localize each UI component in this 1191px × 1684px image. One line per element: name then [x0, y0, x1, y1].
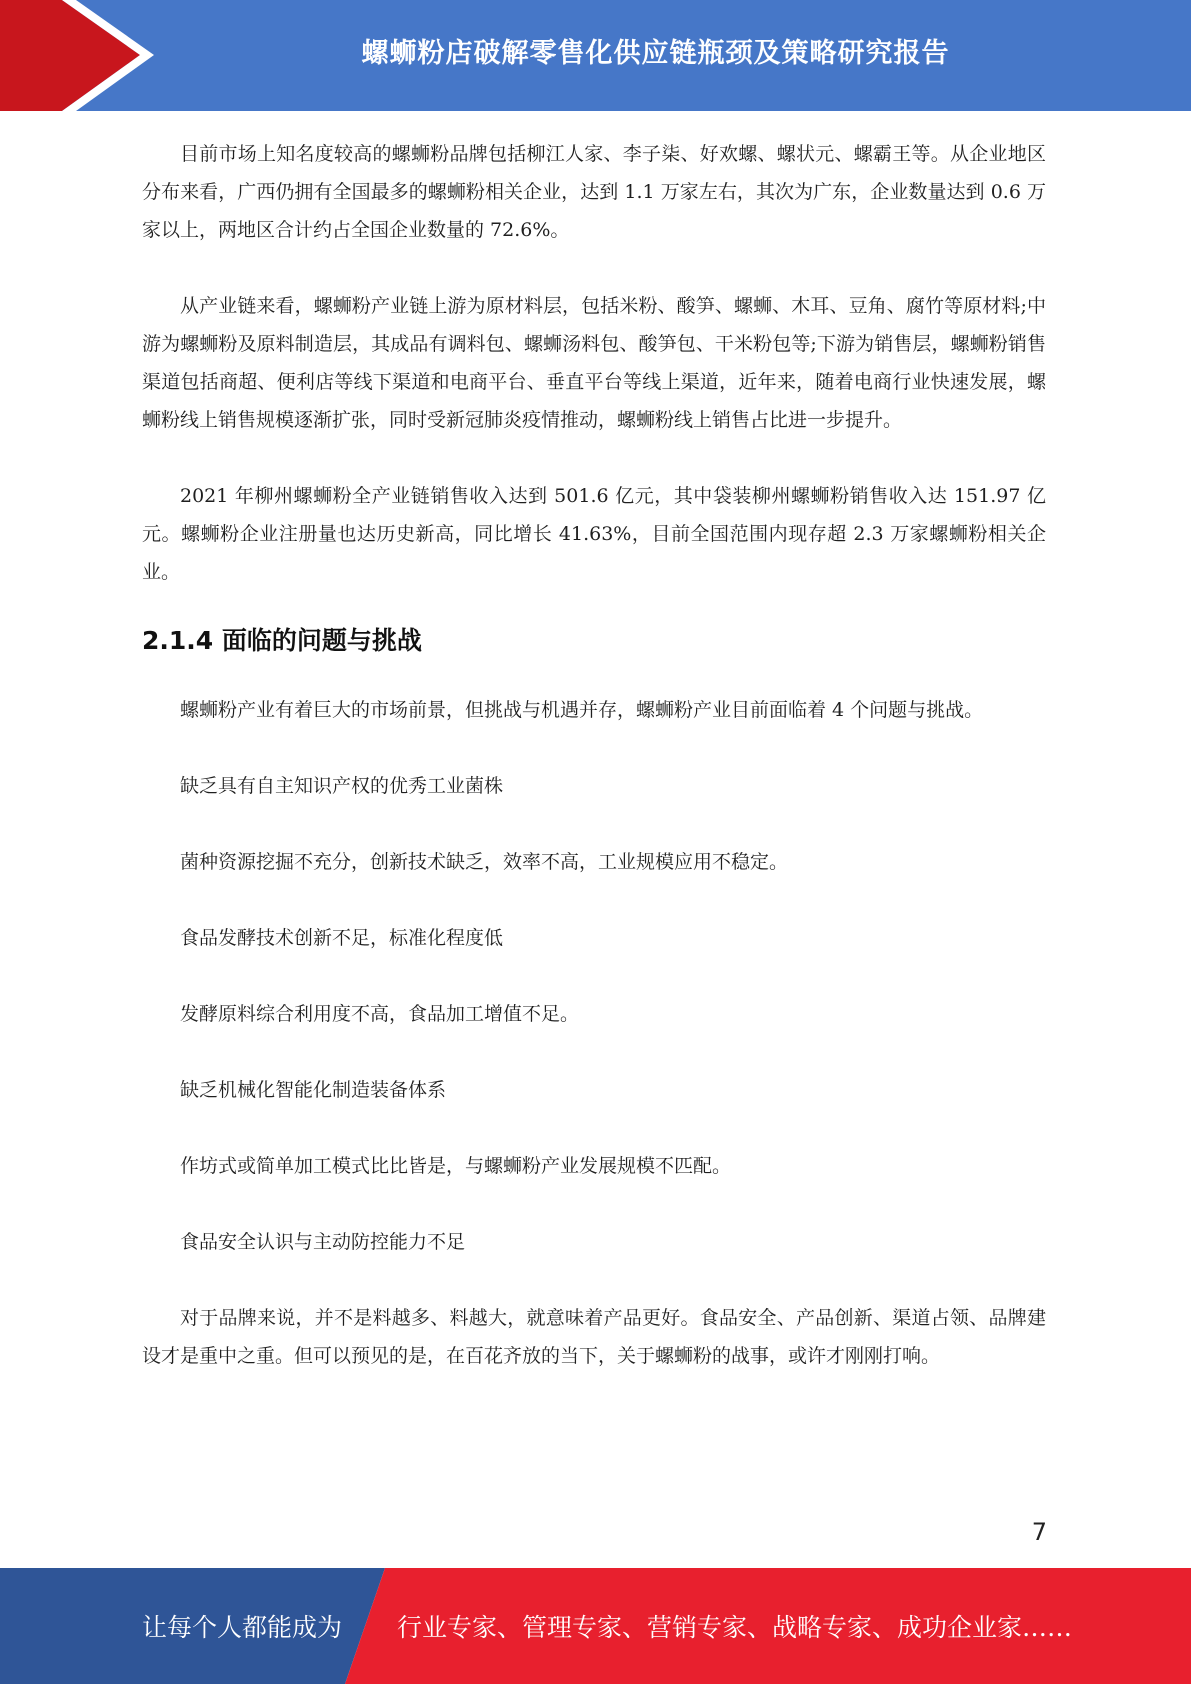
paragraph-industry-chain: 从产业链来看，螺蛳粉产业链上游为原材料层，包括米粉、酸笋、螺蛳、木耳、豆角、腐竹等原材料;中游为螺蛳粉及原料制造层，其成品有调料包、螺蛳汤料包、酸笋包、干米粉包等;下游为销售层，螺蛳粉销售渠道包括商超、便利店等线下渠道和电商平台、垂直平台等线上渠道，近年来，随着电商行业快速发展，螺蛳粉线上销售规模逐渐扩张，同时受新冠肺炎疫情推动，螺蛳粉线上销售占比进一步提升。	[142, 295, 1046, 431]
challenge-item: 缺乏机械化智能化制造装备体系	[180, 1079, 447, 1101]
section-heading: 2.1.4 面临的问题与挑战	[142, 626, 422, 655]
challenge-item: 作坊式或简单加工模式比比皆是，与螺蛳粉产业发展规模不匹配。	[180, 1155, 732, 1177]
paragraph-closing: 对于品牌来说，并不是料越多、料越大，就意味着产品更好。食品安全、产品创新、渠道占领、品牌建设才是重中之重。但可以预见的是，在百花齐放的当下，关于螺蛳粉的战事，或许才刚刚打响。	[142, 1307, 1046, 1367]
challenge-item: 缺乏具有自主知识产权的优秀工业菌株	[180, 775, 504, 797]
paragraph-brands: 目前市场上知名度较高的螺蛳粉品牌包括柳江人家、李子柒、好欢螺、螺状元、螺霸王等。从企业地区分布来看，广西仍拥有全国最多的螺蛳粉相关企业，达到 1.1 万家左右，其次为广东，企业数量达到 0.6 万家以上，两地区合计约占全国企业数量的 72.6%。	[142, 143, 1046, 241]
footer-slogan-left: 让每个人都能成为	[142, 1613, 343, 1642]
challenge-item: 发酵原料综合利用度不高，食品加工增值不足。	[180, 1003, 580, 1025]
footer-slogan-right: 行业专家、管理专家、营销专家、战略专家、成功企业家……	[397, 1613, 1073, 1642]
report-title: 螺蛳粉店破解零售化供应链瓶颈及策略研究报告	[361, 37, 950, 69]
document-body	[142, 135, 1046, 1375]
page-header	[0, 0, 1191, 111]
challenge-item: 食品安全认识与主动防控能力不足	[180, 1231, 466, 1253]
challenge-item: 食品发酵技术创新不足，标准化程度低	[180, 927, 504, 949]
page-number: 7	[1031, 1518, 1047, 1546]
paragraph-sales-revenue: 2021 年柳州螺蛳粉全产业链销售收入达到 501.6 亿元，其中袋装柳州螺蛳粉销售收入达 151.97 亿元。螺蛳粉企业注册量也达历史新高，同比增长 41.63%，目前全国范围内现存超 2.3 万家螺蛳粉相关企业。	[142, 485, 1046, 583]
challenge-item: 菌种资源挖掘不充分，创新技术缺乏，效率不高，工业规模应用不稳定。	[180, 851, 789, 873]
paragraph-intro: 螺蛳粉产业有着巨大的市场前景，但挑战与机遇并存，螺蛳粉产业目前面临着 4 个问题与挑战。	[180, 699, 984, 721]
page-footer	[0, 1568, 1191, 1684]
